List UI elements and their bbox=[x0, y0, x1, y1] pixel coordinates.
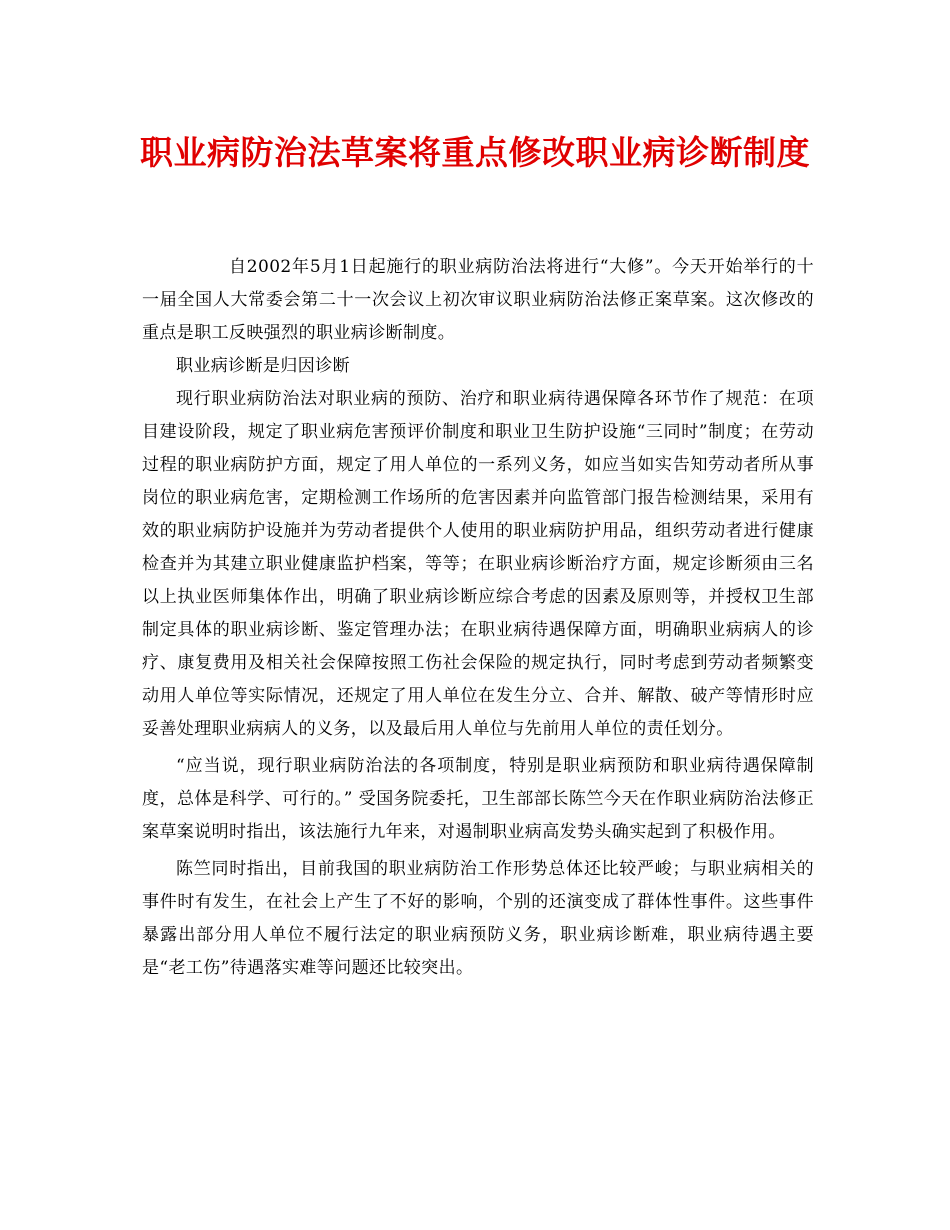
paragraph-situation: 陈竺同时指出，目前我国的职业病防治工作形势总体还比较严峻；与职业病相关的事件时有发生，在社会上产生了不好的影响，个别的还演变成了群体性事件。这些事件暴露出部分用人单位不履行法定的职业病预防义务，职业病诊断难，职业病待遇主要是“老工伤”待遇落实难等问题还比较突出。 bbox=[142, 859, 814, 978]
paragraph-intro: 自2002年5月1日起施行的职业病防治法将进行“大修”。今天开始举行的十一届全国人大常委会第二十一次会议上初次审议职业病防治法修正案草案。这次修改的重点是职工反映强烈的职业病诊断制度。 bbox=[142, 257, 814, 343]
paragraph-quote: “应当说，现行职业病防治法的各项制度，特别是职业病预防和职业病待遇保障制度，总体是科学、可行的。” 受国务院委托，卫生部部长陈竺今天在作职业病防治法修正案草案说明时指出，该法施行九年来，对遏制职业病高发势头确实起到了积极作用。 bbox=[142, 756, 814, 842]
paragraph-current-law: 现行职业病防治法对职业病的预防、治疗和职业病待遇保障各环节作了规范：在项目建设阶段，规定了职业病危害预评价制度和职业卫生防护设施“三同时”制度；在劳动过程的职业病防护方面，规定了用人单位的一系列义务，如应当如实告知劳动者所从事岗位的职业病危害，定期检测工作场所的危害因素并向监管部门报告检测结果，采用有效的职业病防护设施并为劳动者提供个人使用的职业病防护用品，组织劳动者进行健康检查并为其建立职业健康监护档案，等等；在职业病诊断治疗方面，规定诊断须由三名以上执业医师集体作出，明确了职业病诊断应综合考虑的因素及原则等，并授权卫生部制定具体的职业病诊断、鉴定管理办法；在职业病待遇保障方面，明确职业病病人的诊疗、康复费用及相关社会保障按照工伤社会保险的规定执行，同时考虑到劳动者频繁变动用人单位等实际情况，还规定了用人单位在发生分立、合并、解散、破产等情形时应妥善处理职业病病人的义务，以及最后用人单位与先前用人单位的责任划分。 bbox=[142, 389, 814, 739]
section-heading: 职业病诊断是归因诊断 bbox=[176, 356, 350, 376]
document-body bbox=[142, 251, 814, 985]
document-title: 职业病防治法草案将重点修改职业病诊断制度 bbox=[140, 133, 810, 172]
